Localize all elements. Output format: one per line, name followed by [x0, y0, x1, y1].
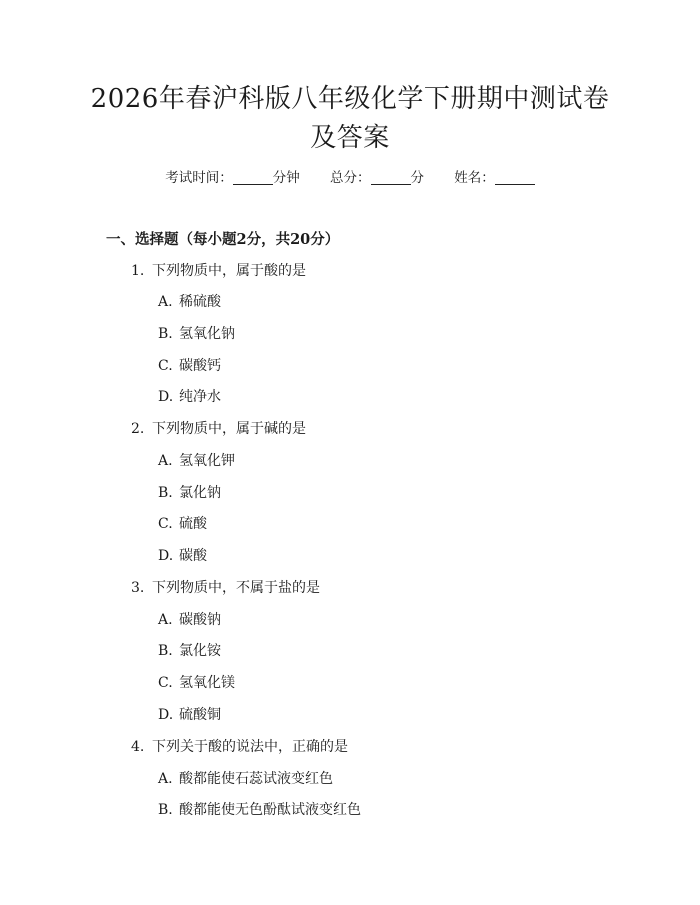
question-text: 下列物质中，属于碱的是	[152, 421, 306, 437]
option-text: 氯化铵	[179, 643, 221, 659]
option-letter: B.	[158, 485, 173, 501]
q3-option-d[interactable]	[158, 705, 221, 725]
question-4	[131, 737, 348, 757]
exam-info-row	[0, 168, 700, 188]
question-number: 2.	[131, 421, 145, 437]
option-text: 氢氧化钾	[179, 453, 235, 469]
question-number: 3.	[131, 580, 145, 596]
total-score-label: 总分：	[330, 170, 371, 186]
question-text: 下列物质中，属于酸的是	[152, 263, 306, 279]
q4-option-b[interactable]	[158, 800, 361, 820]
option-letter: D.	[158, 707, 174, 723]
option-letter: C.	[158, 358, 173, 374]
q4-option-a[interactable]	[158, 769, 333, 789]
exam-time-blank[interactable]	[233, 169, 273, 185]
page-title-continued: 及答案	[310, 123, 390, 153]
question-number: 4.	[131, 739, 145, 755]
q1-option-c[interactable]	[158, 356, 221, 376]
option-letter: C.	[158, 516, 173, 532]
exam-time-unit: 分钟	[272, 170, 300, 186]
question-3	[131, 578, 320, 598]
question-text: 下列关于酸的说法中，正确的是	[152, 739, 348, 755]
option-text: 硫酸铜	[179, 707, 221, 723]
q2-option-c[interactable]	[158, 514, 207, 534]
student-name-blank[interactable]	[495, 169, 535, 185]
q3-option-a[interactable]	[158, 610, 221, 630]
q2-option-d[interactable]	[158, 546, 207, 566]
option-letter: A.	[158, 612, 173, 628]
option-text: 氢氧化镁	[179, 675, 235, 691]
option-text: 氯化钠	[179, 485, 221, 501]
option-text: 硫酸	[179, 516, 207, 532]
option-letter: D.	[158, 548, 174, 564]
section-heading: 一、选择题（每小题2分，共20分）	[106, 231, 340, 248]
option-text: 碳酸钙	[179, 358, 221, 374]
exam-time-label: 考试时间：	[165, 170, 233, 186]
total-score-unit: 分	[410, 170, 424, 186]
option-text: 纯净水	[179, 389, 221, 405]
question-text: 下列物质中，不属于盐的是	[152, 580, 320, 596]
q2-option-a[interactable]	[158, 451, 235, 471]
question-2	[131, 419, 306, 439]
option-letter: B.	[158, 802, 173, 818]
exam-time-field	[165, 168, 300, 188]
page-title: 2026年春沪科版八年级化学下册期中测试卷	[90, 84, 610, 114]
q1-option-b[interactable]	[158, 324, 235, 344]
option-letter: B.	[158, 643, 173, 659]
option-text: 酸都能使石蕊试液变红色	[179, 771, 333, 787]
q3-option-c[interactable]	[158, 673, 235, 693]
q1-option-a[interactable]	[158, 292, 221, 312]
option-letter: B.	[158, 326, 173, 342]
option-text: 稀硫酸	[179, 294, 221, 310]
option-letter: A.	[158, 453, 173, 469]
q3-option-b[interactable]	[158, 641, 221, 661]
question-1	[131, 261, 306, 281]
option-letter: D.	[158, 389, 174, 405]
option-text: 碳酸钠	[179, 612, 221, 628]
total-score-field	[330, 168, 424, 188]
question-number: 1.	[131, 263, 145, 279]
q1-option-d[interactable]	[158, 387, 221, 407]
total-score-blank[interactable]	[371, 169, 411, 185]
student-name-label: 姓名：	[454, 170, 495, 186]
option-letter: A.	[158, 771, 173, 787]
student-name-field	[454, 168, 535, 188]
q2-option-b[interactable]	[158, 483, 221, 503]
option-text: 酸都能使无色酚酞试液变红色	[179, 802, 361, 818]
option-letter: C.	[158, 675, 173, 691]
option-letter: A.	[158, 294, 173, 310]
option-text: 氢氧化钠	[179, 326, 235, 342]
option-text: 碳酸	[179, 548, 207, 564]
